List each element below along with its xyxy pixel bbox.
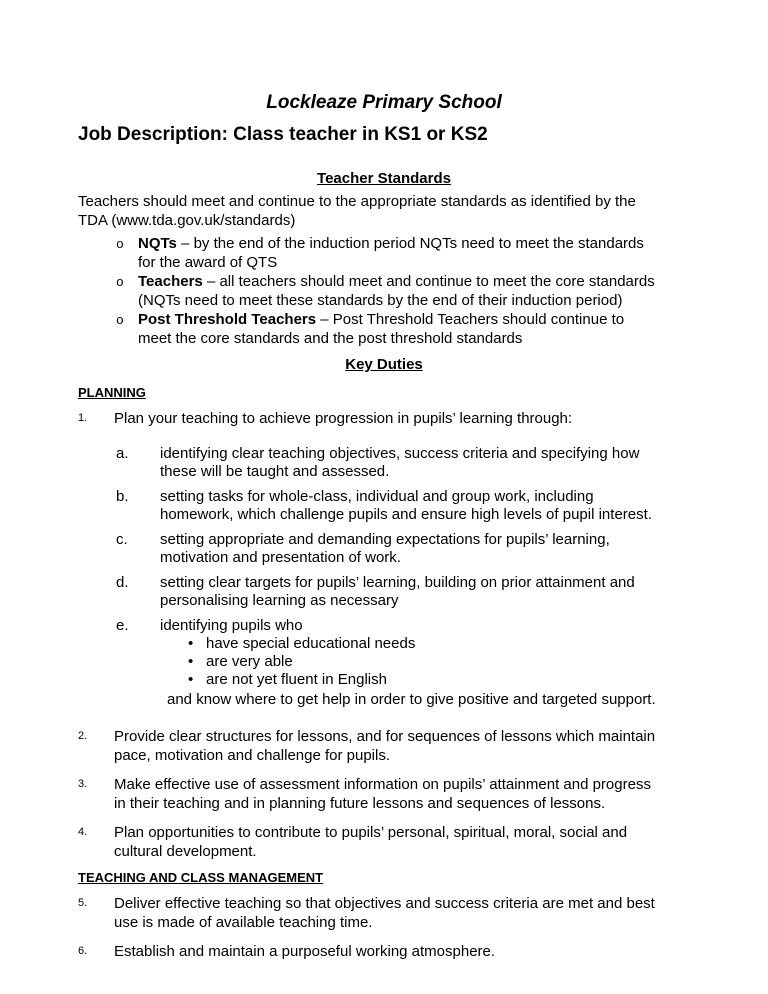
subitem-b-line-2: homework, which challenge pupils and ensure high levels of pupil interest. [160, 506, 652, 523]
subitem-a-line-2: these will be taught and assessed. [160, 463, 390, 480]
e-bullet-3: are not yet fluent in English [206, 671, 387, 688]
e-closing: and know where to get help in order to give positive and targeted support. [167, 691, 656, 708]
standards-bullet-marker: o [116, 275, 124, 290]
e-bullet-2: are very able [206, 653, 293, 670]
standards-line: – all teachers should meet and continue to meet the core standards [206, 273, 655, 290]
subitem-d-line-2: personalising learning as necessary [160, 592, 399, 609]
planning-item-4-line-2: cultural development. [114, 843, 257, 860]
subitem-letter: e. [116, 617, 129, 634]
standards-term: Post Threshold Teachers [138, 311, 317, 328]
standards-term: NQTs [138, 235, 177, 252]
teaching-item-6-line-1: Establish and maintain a purposeful working atmosphere. [114, 943, 496, 960]
bullet-marker: • [188, 635, 194, 652]
planning-item-4-line-1: Plan opportunities to contribute to pupils’ personal, spiritual, moral, social and [114, 824, 628, 841]
standards-item-post-threshold [138, 310, 624, 329]
key-duties-heading: Key Duties [345, 356, 423, 373]
standards-intro-line-2: TDA (www.tda.gov.uk/standards) [78, 212, 296, 229]
standards-item-teachers [138, 272, 655, 291]
standards-line: – Post Threshold Teachers should continue to [320, 311, 625, 328]
subitem-e-line-1: identifying pupils who [160, 617, 303, 634]
item-number: 5. [78, 897, 88, 909]
item-number: 1. [78, 412, 88, 424]
teaching-item-5-line-2: use is made of available teaching time. [114, 914, 373, 931]
planning-item-2-line-1: Provide clear structures for lessons, and for sequences of lessons which maintain [114, 728, 656, 745]
teacher-standards-heading: Teacher Standards [317, 170, 451, 187]
planning-item-3-line-1: Make effective use of assessment information on pupils’ attainment and progress [114, 776, 651, 793]
standards-bullet-marker: o [116, 313, 124, 328]
planning-heading: PLANNING [78, 385, 146, 400]
subitem-c-line-2: motivation and presentation of work. [160, 549, 401, 566]
school-name: Lockleaze Primary School [266, 92, 502, 113]
teaching-heading: TEACHING AND CLASS MANAGEMENT [78, 870, 324, 885]
teaching-item-5-line-1: Deliver effective teaching so that objectives and success criteria are met and best [114, 895, 655, 912]
bullet-marker: • [188, 653, 194, 670]
item-number: 3. [78, 778, 88, 790]
subitem-letter: c. [116, 531, 128, 548]
standards-intro-line-1: Teachers should meet and continue to the appropriate standards as identified by the [78, 193, 636, 210]
standards-line: (NQTs need to meet these standards by the end of their induction period) [138, 292, 623, 309]
item-number: 2. [78, 730, 88, 742]
subitem-letter: d. [116, 574, 129, 591]
planning-item-3-line-2: in their teaching and in planning future lessons and sequences of lessons. [114, 795, 606, 812]
subitem-letter: a. [116, 445, 129, 462]
planning-item-1: Plan your teaching to achieve progression in pupils’ learning through: [114, 410, 573, 427]
item-number: 4. [78, 826, 88, 838]
standards-line: meet the core standards and the post threshold standards [138, 330, 523, 347]
subitem-c-line-1: setting appropriate and demanding expectations for pupils’ learning, [160, 531, 610, 548]
job-title: Job Description: Class teacher in KS1 or KS2 [78, 124, 488, 145]
planning-item-2-line-2: pace, motivation and challenge for pupils. [114, 747, 391, 764]
item-number: 6. [78, 945, 88, 957]
standards-bullet-marker: o [116, 237, 124, 252]
standards-term: Teachers [138, 273, 203, 290]
subitem-letter: b. [116, 488, 129, 505]
subitem-b-line-1: setting tasks for whole-class, individual and group work, including [160, 488, 594, 505]
standards-item-nqts [138, 234, 644, 253]
subitem-d-line-1: setting clear targets for pupils’ learning, building on prior attainment and [160, 574, 635, 591]
subitem-a-line-1: identifying clear teaching objectives, success criteria and specifying how [160, 445, 640, 462]
standards-line: for the award of QTS [138, 254, 278, 271]
bullet-marker: • [188, 671, 194, 688]
e-bullet-1: have special educational needs [206, 635, 416, 652]
standards-line: – by the end of the induction period NQTs need to meet the standards [181, 235, 644, 252]
